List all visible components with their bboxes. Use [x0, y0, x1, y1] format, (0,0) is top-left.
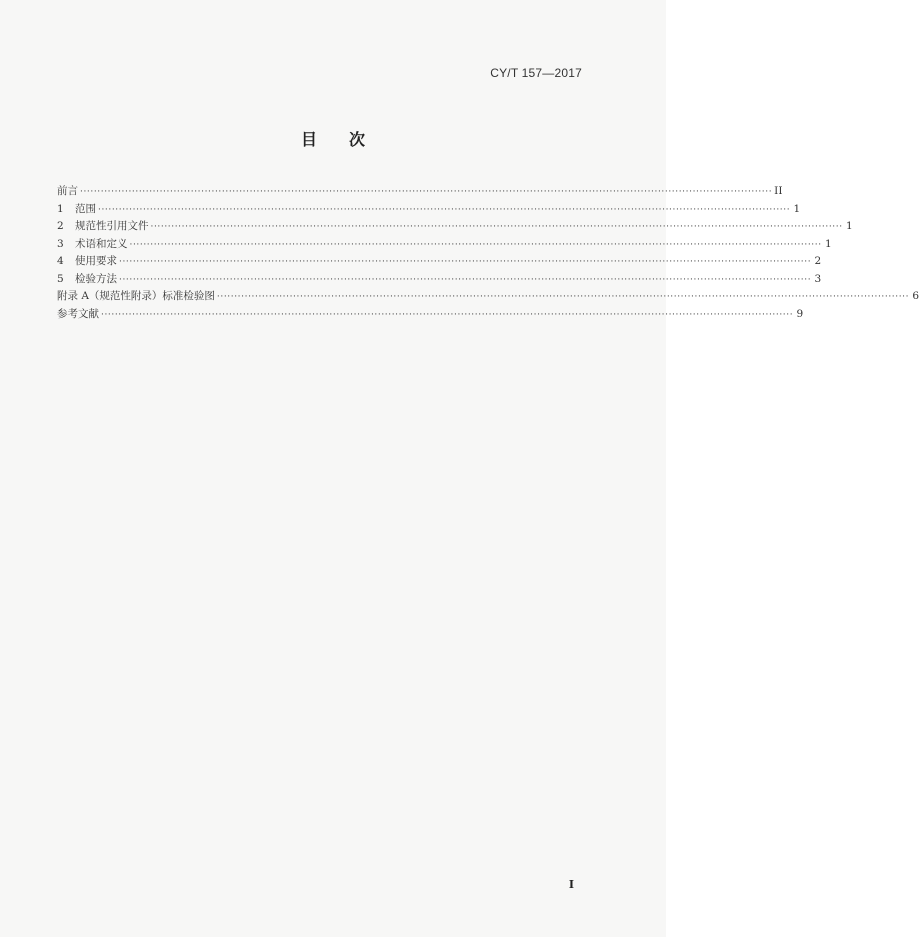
toc-entry-label: 前言 [57, 185, 78, 197]
toc-entry-page: 1 [824, 237, 832, 250]
toc-entry-page: 1 [793, 202, 801, 215]
toc-entry-page: 6 [912, 290, 919, 302]
toc-entry-label: 附录 A（规范性附录）标准检验图 [57, 290, 215, 302]
title-char-2: 次 [349, 130, 366, 149]
toc-entry-label: 范围 [75, 202, 96, 215]
toc-entry-usage-requirements[interactable] [57, 253, 822, 271]
toc-entry-label: 参考文献 [57, 307, 99, 320]
toc-entry-number: 2 [57, 220, 64, 232]
standard-code: CY/T 157—2017 [490, 66, 582, 80]
toc-entry-page: 2 [814, 255, 822, 267]
toc-leader-dots: ········································································································································································································ [80, 187, 773, 197]
toc-entry-scope[interactable] [57, 201, 801, 219]
toc-leader-dots: ········································································································································································································ [216, 292, 910, 302]
toc-entry-test-methods[interactable] [57, 271, 822, 289]
toc-leader-dots: ········································································································································································································ [98, 204, 791, 215]
toc-entry-page: II [774, 185, 783, 197]
toc-entry-page: 9 [796, 307, 804, 320]
toc-entry-number: 1 [57, 202, 64, 215]
toc-leader-dots: ········································································································································································································ [101, 309, 794, 320]
toc-entry-terms-definitions[interactable] [57, 236, 832, 254]
toc-entry-number: 5 [57, 272, 64, 285]
toc-leader-dots: ········································································································································································································ [129, 239, 822, 250]
toc-entry-label: 使用要求 [75, 255, 117, 267]
toc-entry-label: 规范性引用文件 [75, 220, 149, 232]
toc-entry-appendix-a[interactable] [57, 288, 919, 306]
toc-leader-dots: ········································································································································································································ [150, 222, 843, 232]
toc-leader-dots: ········································································································································································································ [119, 257, 812, 267]
page-number: I [568, 878, 574, 891]
toc-entry-number: 3 [57, 237, 64, 250]
toc-entry-number: 4 [57, 255, 64, 267]
toc-entry-foreword[interactable] [57, 183, 783, 201]
toc-entry-label: 检验方法 [75, 272, 117, 285]
toc-leader-dots: ········································································································································································································ [119, 274, 812, 285]
toc-entry-bibliography[interactable] [57, 306, 804, 324]
toc-entry-label: 术语和定义 [75, 237, 128, 250]
table-of-contents [57, 183, 919, 323]
page-title [0, 127, 666, 150]
toc-entry-normative-references[interactable] [57, 218, 853, 236]
toc-entry-page: 3 [814, 272, 822, 285]
toc-entry-page: 1 [845, 220, 853, 232]
title-char-1: 目 [300, 130, 317, 149]
